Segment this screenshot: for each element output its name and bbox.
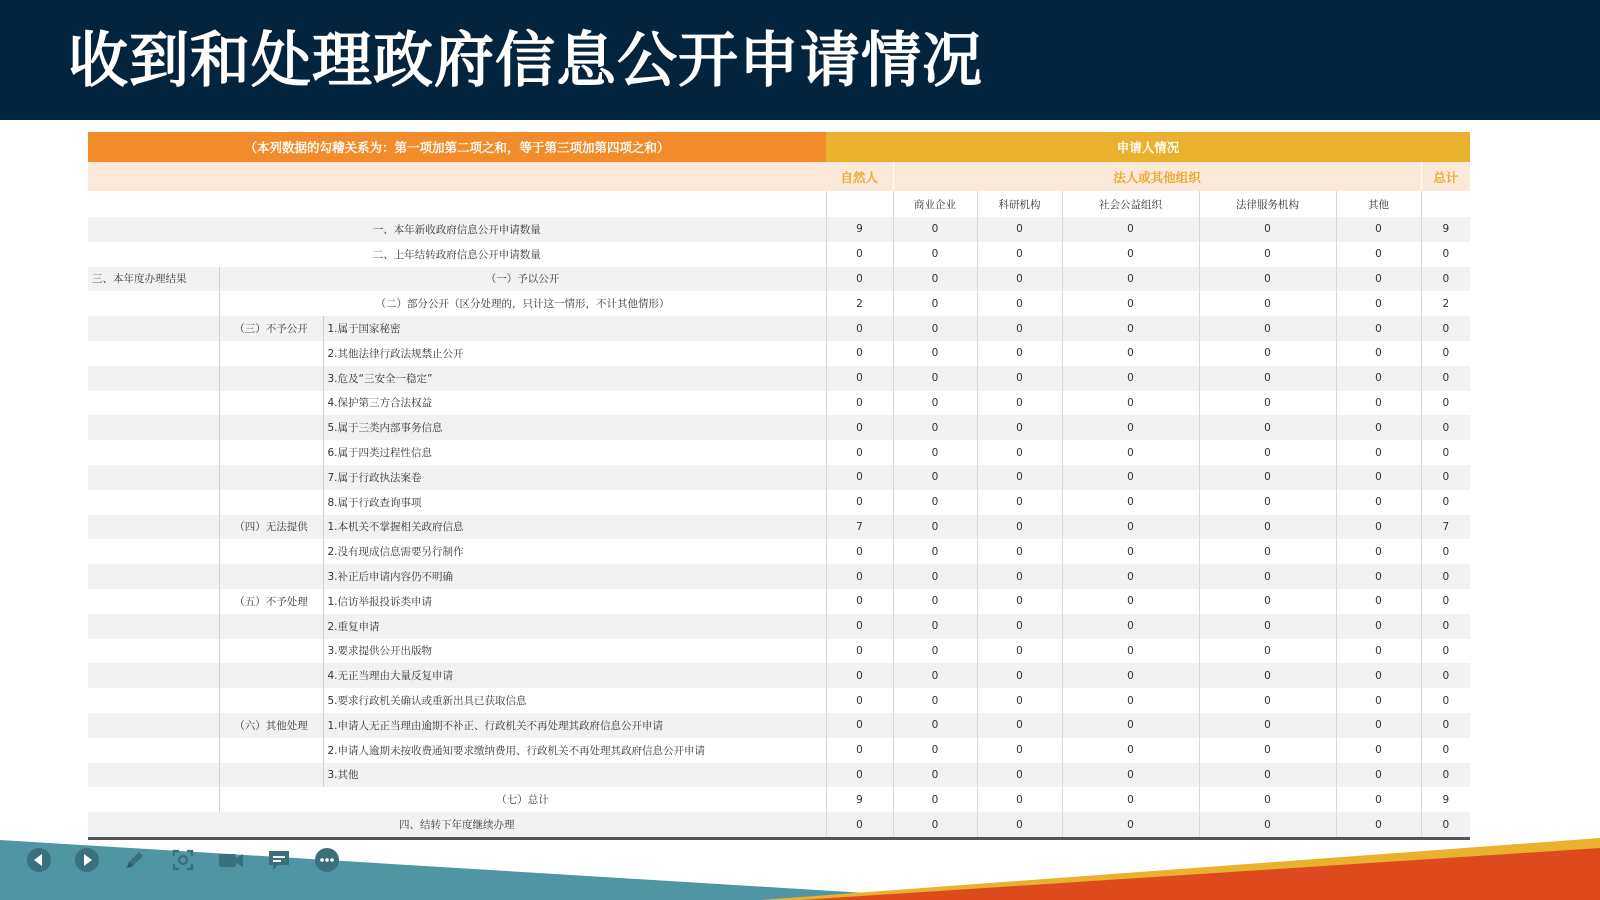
header-total: 总计 [1421,162,1470,191]
cell-value: 0 [1199,639,1336,664]
cell-value: 0 [1336,639,1421,664]
cell-value: 0 [1336,539,1421,564]
table-row [88,515,1470,540]
cell-value: 0 [1336,366,1421,391]
page-title: 收到和处理政府信息公开申请情况 [68,26,983,96]
cell-value: 9 [826,787,893,812]
cell-value: 0 [977,663,1062,688]
statistics-table [88,132,1470,840]
cell-value: 0 [1336,763,1421,788]
header-legal-orgs: 法人或其他组织 [893,162,1421,191]
cell-value: 0 [977,539,1062,564]
cell-value: 0 [977,465,1062,490]
cell-value: 0 [1421,589,1470,614]
cell-value: 0 [977,291,1062,316]
cell-value: 0 [1062,738,1199,763]
cell-value: 0 [1336,316,1421,341]
row-label: （七）总计 [219,787,826,812]
table-row [88,242,1470,267]
cell-value: 0 [977,217,1062,242]
table-row [88,291,1470,316]
cell-value: 0 [977,713,1062,738]
cell-value: 0 [1421,539,1470,564]
cell-value: 0 [893,614,977,639]
cell-value: 0 [1421,415,1470,440]
cell-value: 0 [893,391,977,416]
cell-value: 0 [1062,217,1199,242]
cell-value: 0 [1062,440,1199,465]
cell-value: 0 [1199,267,1336,292]
cell-value: 0 [1336,812,1421,838]
cell-value: 0 [826,440,893,465]
row-label: 2.其他法律行政法规禁止公开 [323,341,826,366]
cell-value: 0 [893,415,977,440]
cell-value: 0 [1062,539,1199,564]
table-row [88,217,1470,242]
cell-value: 0 [977,564,1062,589]
cell-value: 0 [893,589,977,614]
cell-value: 0 [893,217,977,242]
cell-value: 0 [893,738,977,763]
cell-value: 0 [1421,614,1470,639]
cell-value: 0 [977,267,1062,292]
row-label: 一、本年新收政府信息公开申请数量 [88,217,826,242]
cell-value: 0 [977,614,1062,639]
cell-value: 0 [1199,515,1336,540]
cell-value: 0 [977,490,1062,515]
row-label: 1.申请人无正当理由逾期不补正、行政机关不再处理其政府信息公开申请 [323,713,826,738]
cell-value: 0 [977,589,1062,614]
cell-value: 0 [1062,341,1199,366]
cell-value: 0 [1421,812,1470,838]
cell-value: 0 [1199,391,1336,416]
header-natural-person: 自然人 [826,162,893,191]
row-label: 1.本机关不掌握相关政府信息 [323,515,826,540]
row-label: 4.保护第三方合法权益 [323,391,826,416]
cell-value: 0 [826,242,893,267]
cell-value: 0 [1199,242,1336,267]
row-label: 1.信访举报投诉类申请 [323,589,826,614]
cell-value: 0 [1062,515,1199,540]
table-row [88,490,1470,515]
cell-value: 0 [826,267,893,292]
cell-value: 0 [1062,391,1199,416]
table-row [88,539,1470,564]
cell-value: 0 [893,663,977,688]
row-label: 3.危及“三安全一稳定” [323,366,826,391]
cell-value: 0 [1199,663,1336,688]
cell-value: 0 [1421,639,1470,664]
subgroup-label: （三）不予公开 [219,316,323,341]
cell-value: 0 [1336,415,1421,440]
cell-value: 0 [977,391,1062,416]
table-row [88,564,1470,589]
header-sub-column: 商业企业 [893,191,977,217]
header-sub-column: 法律服务机构 [1199,191,1336,217]
header-sub-column: 其他 [1336,191,1421,217]
pen-icon[interactable] [118,843,152,877]
cell-value: 0 [1199,763,1336,788]
cell-value: 0 [1336,217,1421,242]
cell-value: 0 [1421,490,1470,515]
cell-value: 0 [977,341,1062,366]
cell-value: 0 [893,688,977,713]
cell-value: 0 [1199,440,1336,465]
row-label: 7.属于行政执法案卷 [323,465,826,490]
table-row [88,787,1470,812]
cell-value: 0 [977,242,1062,267]
cell-value: 0 [893,267,977,292]
cell-value: 0 [826,713,893,738]
table-row [88,316,1470,341]
cell-value: 0 [1421,267,1470,292]
cell-value: 0 [1421,341,1470,366]
cell-value: 0 [1062,465,1199,490]
cell-value: 0 [1199,341,1336,366]
cell-value: 0 [1199,738,1336,763]
table-row [88,688,1470,713]
cell-value: 0 [1199,316,1336,341]
cell-value: 0 [1336,614,1421,639]
cell-value: 0 [1062,490,1199,515]
table-row [88,440,1470,465]
cell-value: 0 [1421,713,1470,738]
cell-value: 0 [1199,713,1336,738]
cell-value: 0 [1062,366,1199,391]
camera-icon[interactable] [214,843,248,877]
cell-value: 0 [1421,316,1470,341]
cell-value: 0 [1199,812,1336,838]
cell-value: 0 [1199,415,1336,440]
row-label: 2.申请人逾期未按收费通知要求缴纳费用、行政机关不再处理其政府信息公开申请 [323,738,826,763]
table-row [88,738,1470,763]
table-row [88,391,1470,416]
cell-value: 0 [826,316,893,341]
cell-value: 0 [826,490,893,515]
cell-value: 0 [1336,267,1421,292]
table-row [88,663,1470,688]
cell-value: 0 [826,539,893,564]
cell-value: 0 [1336,490,1421,515]
subgroup-label: （四）无法提供 [219,515,323,540]
row-label: （二）部分公开（区分处理的，只计这一情形，不计其他情形） [219,291,826,316]
table-row [88,341,1470,366]
cell-value: 0 [826,738,893,763]
cell-value: 0 [977,415,1062,440]
cell-value: 0 [893,564,977,589]
row-label: 4.无正当理由大量反复申请 [323,663,826,688]
cell-value: 0 [1336,738,1421,763]
cell-value: 0 [893,787,977,812]
cell-value: 0 [977,738,1062,763]
table-row [88,589,1470,614]
next-icon[interactable] [70,843,104,877]
header-row-3 [88,191,1470,217]
screenshot-icon[interactable] [166,843,200,877]
cell-value: 0 [1062,242,1199,267]
row-label: 2.重复申请 [323,614,826,639]
row-label: 二、上年结转政府信息公开申请数量 [88,242,826,267]
cell-value: 0 [1199,614,1336,639]
cell-value: 0 [1062,564,1199,589]
cell-value: 2 [826,291,893,316]
table-row [88,614,1470,639]
cell-value: 0 [1062,316,1199,341]
cell-value: 0 [1199,465,1336,490]
cell-value: 0 [1062,267,1199,292]
header-row-2 [88,162,1470,191]
cell-value: 0 [977,763,1062,788]
cell-value: 0 [893,713,977,738]
row-label: 1.属于国家秘密 [323,316,826,341]
cell-value: 0 [1199,291,1336,316]
row-label: （一）予以公开 [219,267,826,292]
cell-value: 0 [893,366,977,391]
previous-icon[interactable] [22,843,56,877]
group-label: 三、本年度办理结果 [88,267,219,292]
cell-value: 0 [893,440,977,465]
row-label: 3.其他 [323,763,826,788]
comment-icon[interactable] [262,843,296,877]
header-sub-column: 科研机构 [977,191,1062,217]
cell-value: 0 [1336,291,1421,316]
cell-value: 0 [1421,564,1470,589]
cell-value: 0 [977,440,1062,465]
cell-value: 0 [977,316,1062,341]
cell-value: 0 [1199,490,1336,515]
cell-value: 0 [1336,713,1421,738]
table-row [88,465,1470,490]
table-row [88,267,1470,292]
cell-value: 9 [826,217,893,242]
cell-value: 0 [1421,366,1470,391]
cell-value: 9 [1421,217,1470,242]
cell-value: 0 [826,763,893,788]
cell-value: 0 [1062,589,1199,614]
row-label: 6.属于四类过程性信息 [323,440,826,465]
cell-value: 0 [1336,440,1421,465]
cell-value: 0 [1199,217,1336,242]
header-row-1 [88,132,1470,162]
cell-value: 0 [826,663,893,688]
cell-value: 0 [826,415,893,440]
row-label: 四、结转下年度继续办理 [88,812,826,838]
cell-value: 0 [1199,589,1336,614]
cell-value: 0 [1062,663,1199,688]
cell-value: 0 [1062,639,1199,664]
cell-value: 0 [977,366,1062,391]
cell-value: 0 [1421,663,1470,688]
cell-value: 0 [893,490,977,515]
presentation-toolbar [22,843,344,877]
cell-value: 0 [1062,614,1199,639]
more-icon[interactable] [310,843,344,877]
cell-value: 0 [977,639,1062,664]
cell-value: 0 [893,639,977,664]
cell-value: 0 [1199,539,1336,564]
cell-value: 0 [826,614,893,639]
cell-value: 0 [1336,242,1421,267]
cell-value: 0 [1062,787,1199,812]
cell-value: 0 [826,391,893,416]
cell-value: 0 [1336,688,1421,713]
cell-value: 0 [1421,738,1470,763]
cell-value: 7 [826,515,893,540]
cell-value: 0 [893,539,977,564]
table-row [88,366,1470,391]
cell-value: 0 [893,341,977,366]
cell-value: 0 [1062,763,1199,788]
cell-value: 0 [1062,713,1199,738]
cell-value: 7 [1421,515,1470,540]
cell-value: 0 [826,465,893,490]
cell-value: 0 [893,291,977,316]
cell-value: 0 [826,564,893,589]
row-label: 5.属于三类内部事务信息 [323,415,826,440]
cell-value: 0 [1336,515,1421,540]
cell-value: 0 [1421,688,1470,713]
cell-value: 0 [1336,341,1421,366]
cell-value: 0 [977,812,1062,838]
row-label: 3.补正后申请内容仍不明确 [323,564,826,589]
cell-value: 0 [1062,688,1199,713]
cell-value: 0 [1421,440,1470,465]
cell-value: 0 [1336,465,1421,490]
cell-value: 0 [977,688,1062,713]
table-row [88,415,1470,440]
cell-value: 0 [826,589,893,614]
cell-value: 0 [977,787,1062,812]
cell-value: 0 [1199,366,1336,391]
cell-value: 0 [893,763,977,788]
cell-value: 0 [1199,688,1336,713]
header-note: （本列数据的勾稽关系为：第一项加第二项之和，等于第三项加第四项之和） [88,132,826,162]
cell-value: 0 [1062,415,1199,440]
table-row [88,639,1470,664]
cell-value: 9 [1421,787,1470,812]
cell-value: 0 [1336,663,1421,688]
row-label: 3.要求提供公开出版物 [323,639,826,664]
subgroup-label: （六）其他处理 [219,713,323,738]
cell-value: 0 [1336,787,1421,812]
cell-value: 0 [826,366,893,391]
cell-value: 0 [1421,242,1470,267]
cell-value: 0 [893,242,977,267]
cell-value: 0 [826,812,893,838]
table-row [88,713,1470,738]
header-applicant: 申请人情况 [826,132,1470,162]
title-bar [0,0,1600,120]
row-label: 5.要求行政机关确认或重新出具已获取信息 [323,688,826,713]
cell-value: 0 [893,316,977,341]
cell-value: 0 [826,341,893,366]
cell-value: 0 [893,515,977,540]
cell-value: 0 [1336,564,1421,589]
subgroup-label: （五）不予处理 [219,589,323,614]
table-row [88,763,1470,788]
cell-value: 0 [977,515,1062,540]
cell-value: 0 [1336,391,1421,416]
cell-value: 0 [893,465,977,490]
cell-value: 0 [1199,787,1336,812]
cell-value: 0 [1421,391,1470,416]
cell-value: 0 [1062,812,1199,838]
cell-value: 0 [893,812,977,838]
row-label: 8.属于行政查询事项 [323,490,826,515]
cell-value: 0 [1421,465,1470,490]
cell-value: 0 [1421,763,1470,788]
cell-value: 2 [1421,291,1470,316]
cell-value: 0 [1062,291,1199,316]
header-sub-column: 社会公益组织 [1062,191,1199,217]
cell-value: 0 [826,639,893,664]
cell-value: 0 [1199,564,1336,589]
cell-value: 0 [1336,589,1421,614]
row-label: 2.没有现成信息需要另行制作 [323,539,826,564]
cell-value: 0 [826,688,893,713]
